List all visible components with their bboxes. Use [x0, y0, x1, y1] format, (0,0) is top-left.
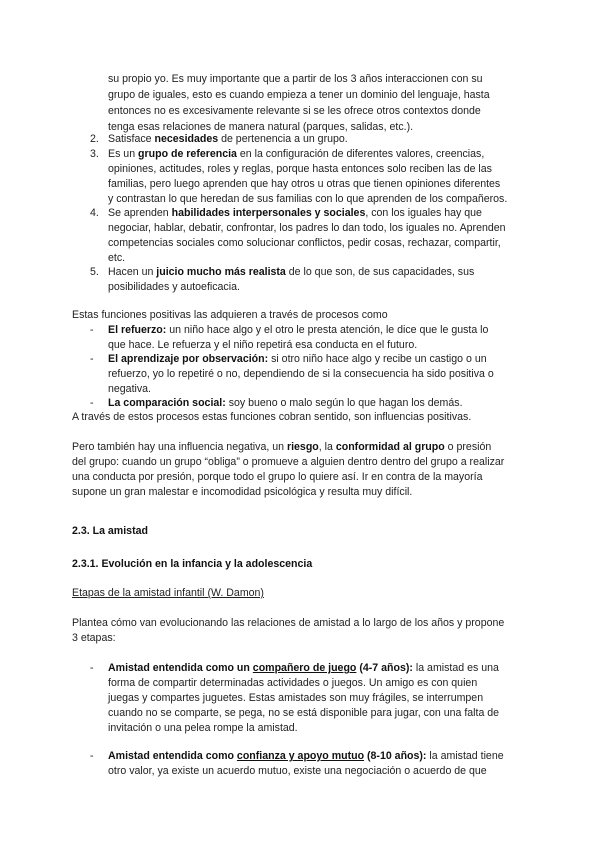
- section-heading: 2.3. La amistad: [72, 525, 148, 537]
- stage-1: Amistad entendida como un compañero de juego (4-7 años): la amistad es una: [108, 662, 499, 674]
- process-refuerzo: El refuerzo: un niño hace algo y el otro le presta atención, le dice que le gusta lo: [108, 324, 489, 336]
- stage-2: Amistad entendida como confianza y apoyo mutuo (8-10 años): la amistad tiene: [108, 750, 504, 762]
- bullet-dash: -: [90, 397, 94, 409]
- negative-paragraph-line: una conducta por presión, porque todo el grupo lo quiere así. Ir en contra de la mayoría: [72, 471, 483, 483]
- list-item-5-line: posibilidades y autoeficacia.: [108, 281, 240, 293]
- list-number: 5.: [90, 266, 99, 278]
- list-continuation-line: grupo de iguales, esto es cuando empieza a tener un dominio del lenguaje, hasta: [108, 89, 490, 101]
- subsection-heading: 2.3.1. Evolución en la infancia y la adolescencia: [72, 558, 313, 570]
- list-item-4-line: etc.: [108, 252, 126, 264]
- processes-intro: Estas funciones positivas las adquieren a través de procesos como: [72, 309, 388, 321]
- negative-paragraph: Pero también hay una influencia negativa, un riesgo, la conformidad al grupo o presión: [72, 441, 492, 453]
- list-item-3-line: y contrastan lo que heredan de sus familias con lo que aprenden de los compañeros.: [108, 193, 508, 205]
- list-item-3-line: familias, pero luego aprenden que hay otros u otras que tienen opiniones diferentes: [108, 178, 501, 190]
- list-item-4-line: negociar, hablar, debatir, confrontar, los padres lo dan todo, los iguales no. Aprenden: [108, 222, 506, 234]
- bullet-dash: -: [90, 750, 94, 762]
- list-item-3: Es un grupo de referencia en la configuración de diferentes valores, creencias,: [108, 148, 485, 160]
- topic-subheading: Etapas de la amistad infantil (W. Damon): [72, 587, 264, 599]
- process-observacion-line: refuerzo, yo lo repetiré o no, dependiendo de si la consecuencia ha sido positiva o: [108, 368, 494, 380]
- stage-1-line: forma de compartir determinadas actividades o juegos. Un amigo es con quien: [108, 677, 478, 689]
- list-item-4: Se aprenden habilidades interpersonales y sociales, con los iguales hay que: [108, 207, 482, 219]
- stage-1-line: juegas y compartes juguetes. Estas amistades son muy frágiles, se interrumpen: [108, 692, 484, 704]
- list-item-3-line: opiniones, actitudes, roles y reglas, porque hasta entonces solo reciben las de las: [108, 163, 492, 175]
- list-item-5: Hacen un juicio mucho más realista de lo que son, de sus capacidades, sus: [108, 266, 475, 278]
- bullet-dash: -: [90, 353, 94, 365]
- process-refuerzo-line: que hace. Le refuerza y el niño repetirá esa conducta en el futuro.: [108, 339, 418, 351]
- negative-paragraph-line: supone un gran malestar e incomodidad psicológica y resulta muy difícil.: [72, 486, 413, 498]
- stage-2-line: otro valor, ya existe un acuerdo mutuo, existe una negociación o acuerdo de que: [108, 765, 487, 777]
- process-comparacion: La comparación social: soy bueno o malo según lo que hagan los demás.: [108, 397, 463, 409]
- list-item-2: Satisface necesidades de pertenencia a un grupo.: [108, 133, 348, 145]
- list-number: 3.: [90, 148, 99, 160]
- process-observacion: El aprendizaje por observación: si otro niño hace algo y recibe un castigo o un: [108, 353, 487, 365]
- list-continuation-line: entonces no es excesivamente relevante si se les ofrece otros contextos donde: [108, 105, 481, 117]
- process-observacion-line: negativa.: [108, 383, 151, 395]
- stage-1-line: invitación o una pelea rompe la amistad.: [108, 722, 298, 734]
- bullet-dash: -: [90, 662, 94, 674]
- stage-1-line: cuando no se comparte, se pega, no se está disponible para jugar, con una falta de: [108, 707, 500, 719]
- list-continuation-line: su propio yo. Es muy importante que a partir de los 3 años interaccionen con su: [108, 73, 483, 85]
- list-continuation-line: tenga esas relaciones de manera natural (parques, salidas, etc.).: [108, 121, 414, 133]
- list-item-4-line: competencias sociales como solucionar conflictos, pedir cosas, rechazar, compartir,: [108, 237, 501, 249]
- stages-intro: Plantea cómo van evolucionando las relaciones de amistad a lo largo de los años y propone: [72, 617, 505, 629]
- negative-paragraph-line: del grupo: cuando un grupo “obliga” o promueve a alguien dentro dentro del grupo a realizar: [72, 456, 505, 468]
- list-number: 4.: [90, 207, 99, 219]
- list-number: 2.: [90, 133, 99, 145]
- stages-intro-line: 3 etapas:: [72, 632, 116, 644]
- processes-conclusion: A través de estos procesos estas funciones cobran sentido, son influencias positivas.: [72, 411, 472, 423]
- bullet-dash: -: [90, 324, 94, 336]
